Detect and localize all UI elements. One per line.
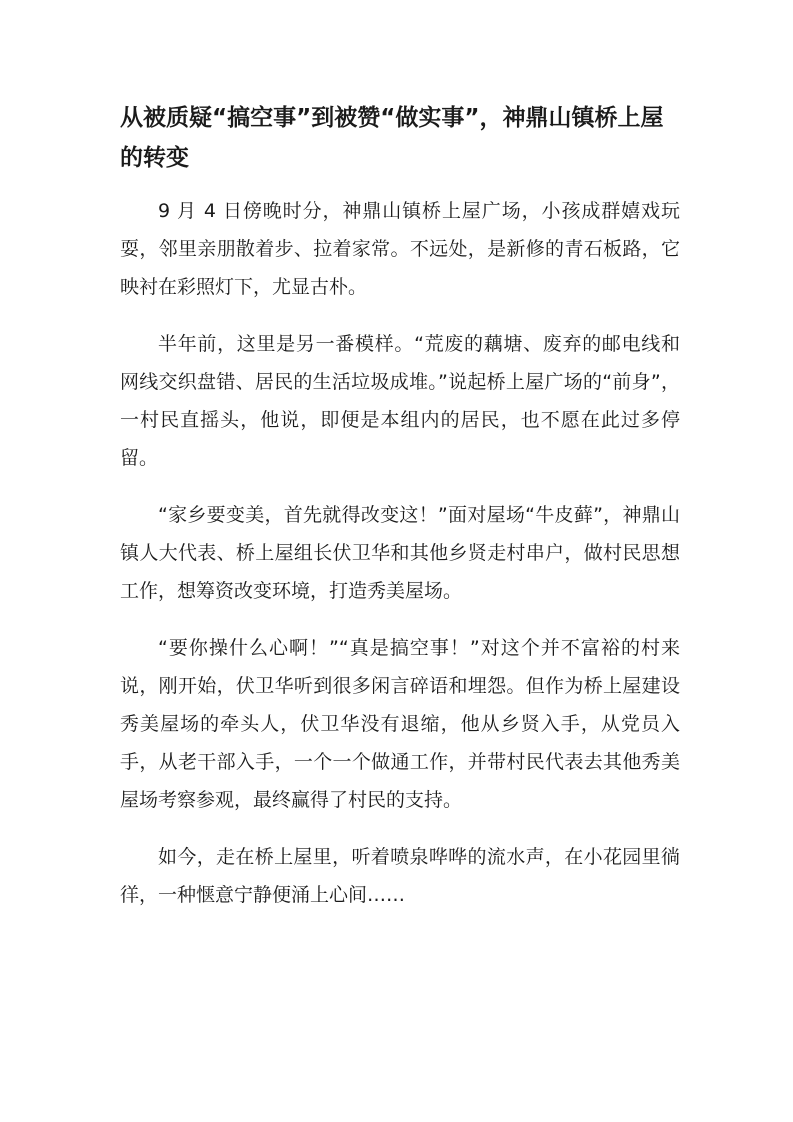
article-paragraph-4: “要你操什么心啊！”“真是搞空事！”对这个并不富裕的村来说，刚开始，伏卫华听到很多闲言碎语和埋怨。但作为桥上屋建设秀美屋场的牵头人，伏卫华没有退缩，他从乡贤入手，从党员入手，从老干部入手，一个一个做通工作，并带村民代表去其他秀美屋场考察参观，最终赢得了村民的支持。 — [120, 637, 680, 811]
article-paragraph-1: 9 月 4 日傍晚时分，神鼎山镇桥上屋广场，小孩成群嬉戏玩耍，邻里亲朋散着步、拉着家常。不远处，是新修的青石板路，它映衬在彩照灯下，尤显古朴。 — [120, 200, 680, 298]
article-paragraph-3: “家乡要变美，首先就得改变这！”面对屋场“牛皮藓”，神鼎山镇人大代表、桥上屋组长伏卫华和其他乡贤走村串户，做村民思想工作，想筹资改变环境，打造秀美屋场。 — [120, 504, 680, 602]
document-page — [120, 98, 680, 933]
article-paragraph-2: 半年前，这里是另一番模样。“荒废的藕塘、废弃的邮电线和网线交织盘错、居民的生活垃圾成堆。”说起桥上屋广场的“前身”，一村民直摇头，他说，即便是本组内的居民，也不愿在此过多停留。 — [120, 333, 680, 469]
article-title: 从被质疑“搞空事”到被赞“做实事”，神鼎山镇桥上屋的转变 — [120, 105, 664, 171]
article-paragraph-5: 如今，走在桥上屋里，听着喷泉哗哗的流水声，在小花园里徜徉，一种惬意宁静便涌上心间…… — [120, 846, 680, 906]
